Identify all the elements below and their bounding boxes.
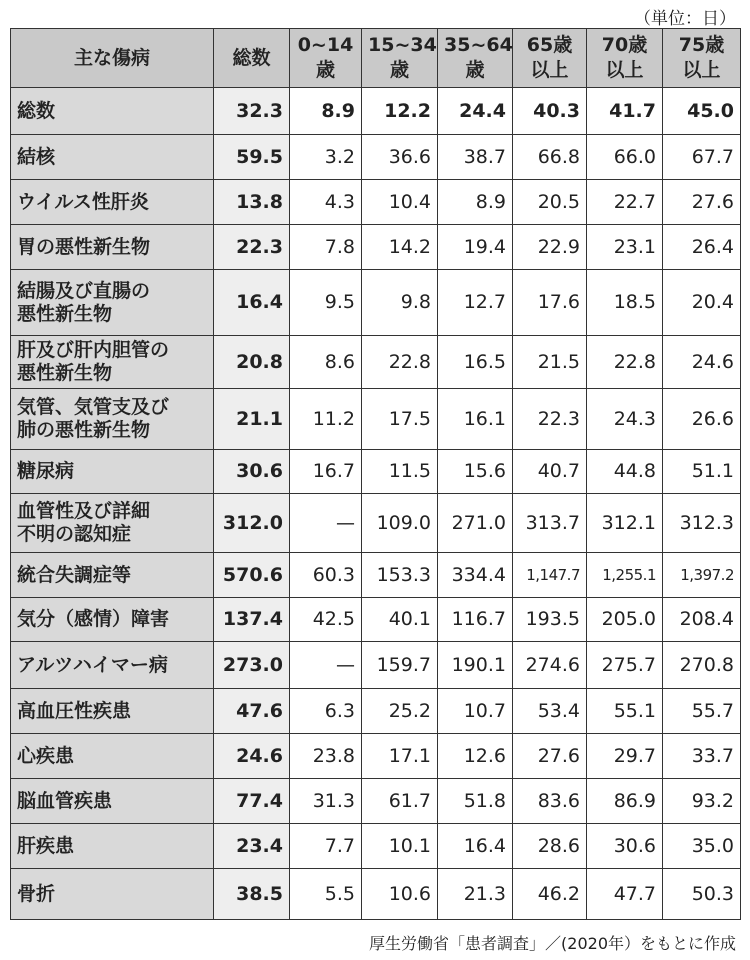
value-cell: 15.6 — [438, 450, 513, 494]
value-cell: 14.2 — [362, 225, 438, 270]
column-header — [438, 29, 513, 88]
value-cell: 20.4 — [663, 270, 741, 336]
total-cell: 312.0 — [214, 494, 290, 553]
total-cell: 32.3 — [214, 88, 290, 135]
column-header-text: 歳 — [465, 59, 485, 81]
value-cell: 44.8 — [587, 450, 663, 494]
value-cell: 66.8 — [513, 135, 587, 180]
row-label-text: 結腸及び直腸の — [17, 279, 151, 302]
value-cell: 271.0 — [438, 494, 513, 553]
value-cell: 26.4 — [663, 225, 741, 270]
value-cell: 11.2 — [290, 389, 362, 450]
total-cell: 24.6 — [214, 734, 290, 779]
value-cell: 19.4 — [438, 225, 513, 270]
row-label — [11, 598, 214, 642]
value-cell: 42.5 — [290, 598, 362, 642]
value-cell: 51.8 — [438, 779, 513, 824]
total-cell: 59.5 — [214, 135, 290, 180]
value-cell: 22.9 — [513, 225, 587, 270]
value-cell: 20.5 — [513, 180, 587, 225]
column-header-text: 70歳 — [601, 34, 648, 56]
value-cell: 38.7 — [438, 135, 513, 180]
column-header-text: 65歳 — [526, 34, 573, 56]
row-label-text: 悪性新生物 — [17, 302, 113, 325]
value-cell: 22.7 — [587, 180, 663, 225]
row-label — [11, 450, 214, 494]
row-label-text: 結核 — [17, 145, 56, 168]
value-cell: 22.8 — [587, 336, 663, 389]
row-label-text: 統合失調症等 — [17, 563, 132, 586]
value-cell: 47.7 — [587, 869, 663, 920]
value-cell: 40.3 — [513, 88, 587, 135]
total-cell: 47.6 — [214, 689, 290, 734]
row-label-text: 肺の悪性新生物 — [17, 419, 151, 441]
value-cell: 24.3 — [587, 389, 663, 450]
row-label — [11, 88, 214, 135]
row-label-text: 気管、気管支及び — [17, 396, 170, 418]
total-cell: 570.6 — [214, 553, 290, 598]
value-cell: 10.1 — [362, 824, 438, 869]
table-row — [11, 88, 741, 135]
row-label — [11, 642, 214, 689]
column-header — [214, 29, 290, 88]
value-cell: 312.3 — [663, 494, 741, 553]
table-row — [11, 270, 741, 336]
value-cell: 61.7 — [362, 779, 438, 824]
value-cell: 24.6 — [663, 336, 741, 389]
value-cell: 55.1 — [587, 689, 663, 734]
unit-note: （単位：日） — [634, 9, 736, 29]
column-header-text: 総数 — [232, 46, 271, 69]
value-cell: 27.6 — [513, 734, 587, 779]
value-cell: 45.0 — [663, 88, 741, 135]
column-header — [11, 29, 214, 88]
value-cell: 29.7 — [587, 734, 663, 779]
value-cell: 86.9 — [587, 779, 663, 824]
value-cell: 208.4 — [663, 598, 741, 642]
total-cell: 137.4 — [214, 598, 290, 642]
column-header — [587, 29, 663, 88]
row-label-text: 骨折 — [17, 882, 56, 905]
table-row — [11, 642, 741, 689]
table-row — [11, 869, 741, 920]
row-label-text: アルツハイマー病 — [17, 653, 168, 676]
value-cell: 8.9 — [290, 88, 362, 135]
value-cell: 36.6 — [362, 135, 438, 180]
value-cell: 109.0 — [362, 494, 438, 553]
column-header-text: 歳 — [315, 59, 335, 81]
table-header-row — [11, 29, 741, 88]
row-label-text: 高血圧性疾患 — [17, 699, 132, 722]
value-cell: 41.7 — [587, 88, 663, 135]
row-label — [11, 689, 214, 734]
value-cell: 16.7 — [290, 450, 362, 494]
column-header-text: 0~14 — [297, 34, 354, 56]
value-cell: 50.3 — [663, 869, 741, 920]
value-cell: 4.3 — [290, 180, 362, 225]
total-cell: 77.4 — [214, 779, 290, 824]
value-cell: 190.1 — [438, 642, 513, 689]
table-row — [11, 553, 741, 598]
value-cell: 16.1 — [438, 389, 513, 450]
total-cell: 30.6 — [214, 450, 290, 494]
column-header-text: 15~34 — [368, 34, 437, 56]
row-label — [11, 494, 214, 553]
value-cell: 10.6 — [362, 869, 438, 920]
row-label — [11, 180, 214, 225]
value-cell: 28.6 — [513, 824, 587, 869]
value-cell: 12.6 — [438, 734, 513, 779]
value-cell: 3.2 — [290, 135, 362, 180]
table-row — [11, 494, 741, 553]
table-row — [11, 734, 741, 779]
value-cell: 22.3 — [513, 389, 587, 450]
value-cell: 53.4 — [513, 689, 587, 734]
column-header-text: 以上 — [605, 59, 644, 81]
row-label-text: 不明の認知症 — [17, 523, 132, 545]
value-cell: 205.0 — [587, 598, 663, 642]
row-label — [11, 779, 214, 824]
value-cell: 55.7 — [663, 689, 741, 734]
row-label-text: ウイルス性肝炎 — [17, 190, 149, 213]
column-header — [362, 29, 438, 88]
value-cell: 12.7 — [438, 270, 513, 336]
total-cell: 23.4 — [214, 824, 290, 869]
row-label-text: 心疾患 — [17, 744, 75, 767]
value-cell: 51.1 — [663, 450, 741, 494]
table-row — [11, 689, 741, 734]
source-note: 厚生労働省「患者調査」／(2020年）をもとに作成 — [369, 934, 736, 953]
row-label — [11, 734, 214, 779]
column-header-text: 以上 — [682, 59, 721, 81]
value-cell: 193.5 — [513, 598, 587, 642]
row-label-text: 肝疾患 — [17, 834, 75, 857]
value-cell: 33.7 — [663, 734, 741, 779]
column-header — [290, 29, 362, 88]
value-cell: 16.4 — [438, 824, 513, 869]
value-cell: 5.5 — [290, 869, 362, 920]
total-cell: 22.3 — [214, 225, 290, 270]
row-label-text: 糖尿病 — [17, 460, 75, 482]
value-cell: 159.7 — [362, 642, 438, 689]
value-cell: 270.8 — [663, 642, 741, 689]
value-cell: 40.7 — [513, 450, 587, 494]
value-cell: 23.8 — [290, 734, 362, 779]
row-label-text: 総数 — [17, 99, 56, 122]
value-cell: 21.3 — [438, 869, 513, 920]
value-cell: 60.3 — [290, 553, 362, 598]
value-cell: 26.6 — [663, 389, 741, 450]
value-cell: 40.1 — [362, 598, 438, 642]
row-label — [11, 389, 214, 450]
row-label — [11, 135, 214, 180]
value-cell: 313.7 — [513, 494, 587, 553]
table-row — [11, 389, 741, 450]
value-cell: 116.7 — [438, 598, 513, 642]
total-cell: 38.5 — [214, 869, 290, 920]
value-cell: 18.5 — [587, 270, 663, 336]
column-header-text: 以上 — [530, 59, 569, 81]
column-header — [513, 29, 587, 88]
row-label — [11, 553, 214, 598]
value-cell: 25.2 — [362, 689, 438, 734]
value-cell: 7.7 — [290, 824, 362, 869]
row-label-text: 悪性新生物 — [17, 362, 113, 384]
table-row — [11, 180, 741, 225]
value-cell: 17.6 — [513, 270, 587, 336]
value-cell: 12.2 — [362, 88, 438, 135]
value-cell: 9.5 — [290, 270, 362, 336]
column-header — [663, 29, 741, 88]
value-cell: 93.2 — [663, 779, 741, 824]
value-cell: 312.1 — [587, 494, 663, 553]
row-label — [11, 869, 214, 920]
total-cell: 20.8 — [214, 336, 290, 389]
value-cell: — — [290, 642, 362, 689]
value-cell: — — [290, 494, 362, 553]
row-label-text: 気分（感情）障害 — [17, 608, 170, 630]
table-row — [11, 824, 741, 869]
value-cell: 275.7 — [587, 642, 663, 689]
value-cell: 8.9 — [438, 180, 513, 225]
row-label-text: 胃の悪性新生物 — [17, 235, 151, 258]
total-cell: 13.8 — [214, 180, 290, 225]
hospital-stay-table — [10, 28, 741, 920]
row-label-text: 肝及び肝内胆管の — [17, 339, 170, 361]
value-cell: 153.3 — [362, 553, 438, 598]
value-cell: 83.6 — [513, 779, 587, 824]
table-row — [11, 450, 741, 494]
value-cell: 274.6 — [513, 642, 587, 689]
row-label-text: 脳血管疾患 — [17, 789, 113, 812]
value-cell: 1,397.2 — [663, 553, 741, 598]
table-row — [11, 135, 741, 180]
value-cell: 17.5 — [362, 389, 438, 450]
row-label-text: 血管性及び詳細 — [17, 500, 151, 522]
value-cell: 16.5 — [438, 336, 513, 389]
column-header-text: 75歳 — [678, 34, 725, 56]
value-cell: 67.7 — [663, 135, 741, 180]
value-cell: 22.8 — [362, 336, 438, 389]
value-cell: 7.8 — [290, 225, 362, 270]
value-cell: 46.2 — [513, 869, 587, 920]
value-cell: 11.5 — [362, 450, 438, 494]
total-cell: 21.1 — [214, 389, 290, 450]
value-cell: 1,147.7 — [513, 553, 587, 598]
row-label — [11, 225, 214, 270]
value-cell: 10.4 — [362, 180, 438, 225]
table-row — [11, 336, 741, 389]
value-cell: 24.4 — [438, 88, 513, 135]
value-cell: 27.6 — [663, 180, 741, 225]
value-cell: 23.1 — [587, 225, 663, 270]
total-cell: 16.4 — [214, 270, 290, 336]
value-cell: 334.4 — [438, 553, 513, 598]
row-label — [11, 824, 214, 869]
value-cell: 8.6 — [290, 336, 362, 389]
value-cell: 1,255.1 — [587, 553, 663, 598]
table-row — [11, 598, 741, 642]
table-row — [11, 225, 741, 270]
total-cell: 273.0 — [214, 642, 290, 689]
value-cell: 31.3 — [290, 779, 362, 824]
value-cell: 6.3 — [290, 689, 362, 734]
column-header-text: 35~64 — [444, 34, 513, 56]
value-cell: 30.6 — [587, 824, 663, 869]
row-label — [11, 336, 214, 389]
value-cell: 17.1 — [362, 734, 438, 779]
value-cell: 10.7 — [438, 689, 513, 734]
column-header-text: 歳 — [389, 59, 409, 81]
value-cell: 9.8 — [362, 270, 438, 336]
table-row — [11, 779, 741, 824]
row-label — [11, 270, 214, 336]
value-cell: 66.0 — [587, 135, 663, 180]
value-cell: 35.0 — [663, 824, 741, 869]
value-cell: 21.5 — [513, 336, 587, 389]
column-header-text: 主な傷病 — [73, 46, 150, 69]
